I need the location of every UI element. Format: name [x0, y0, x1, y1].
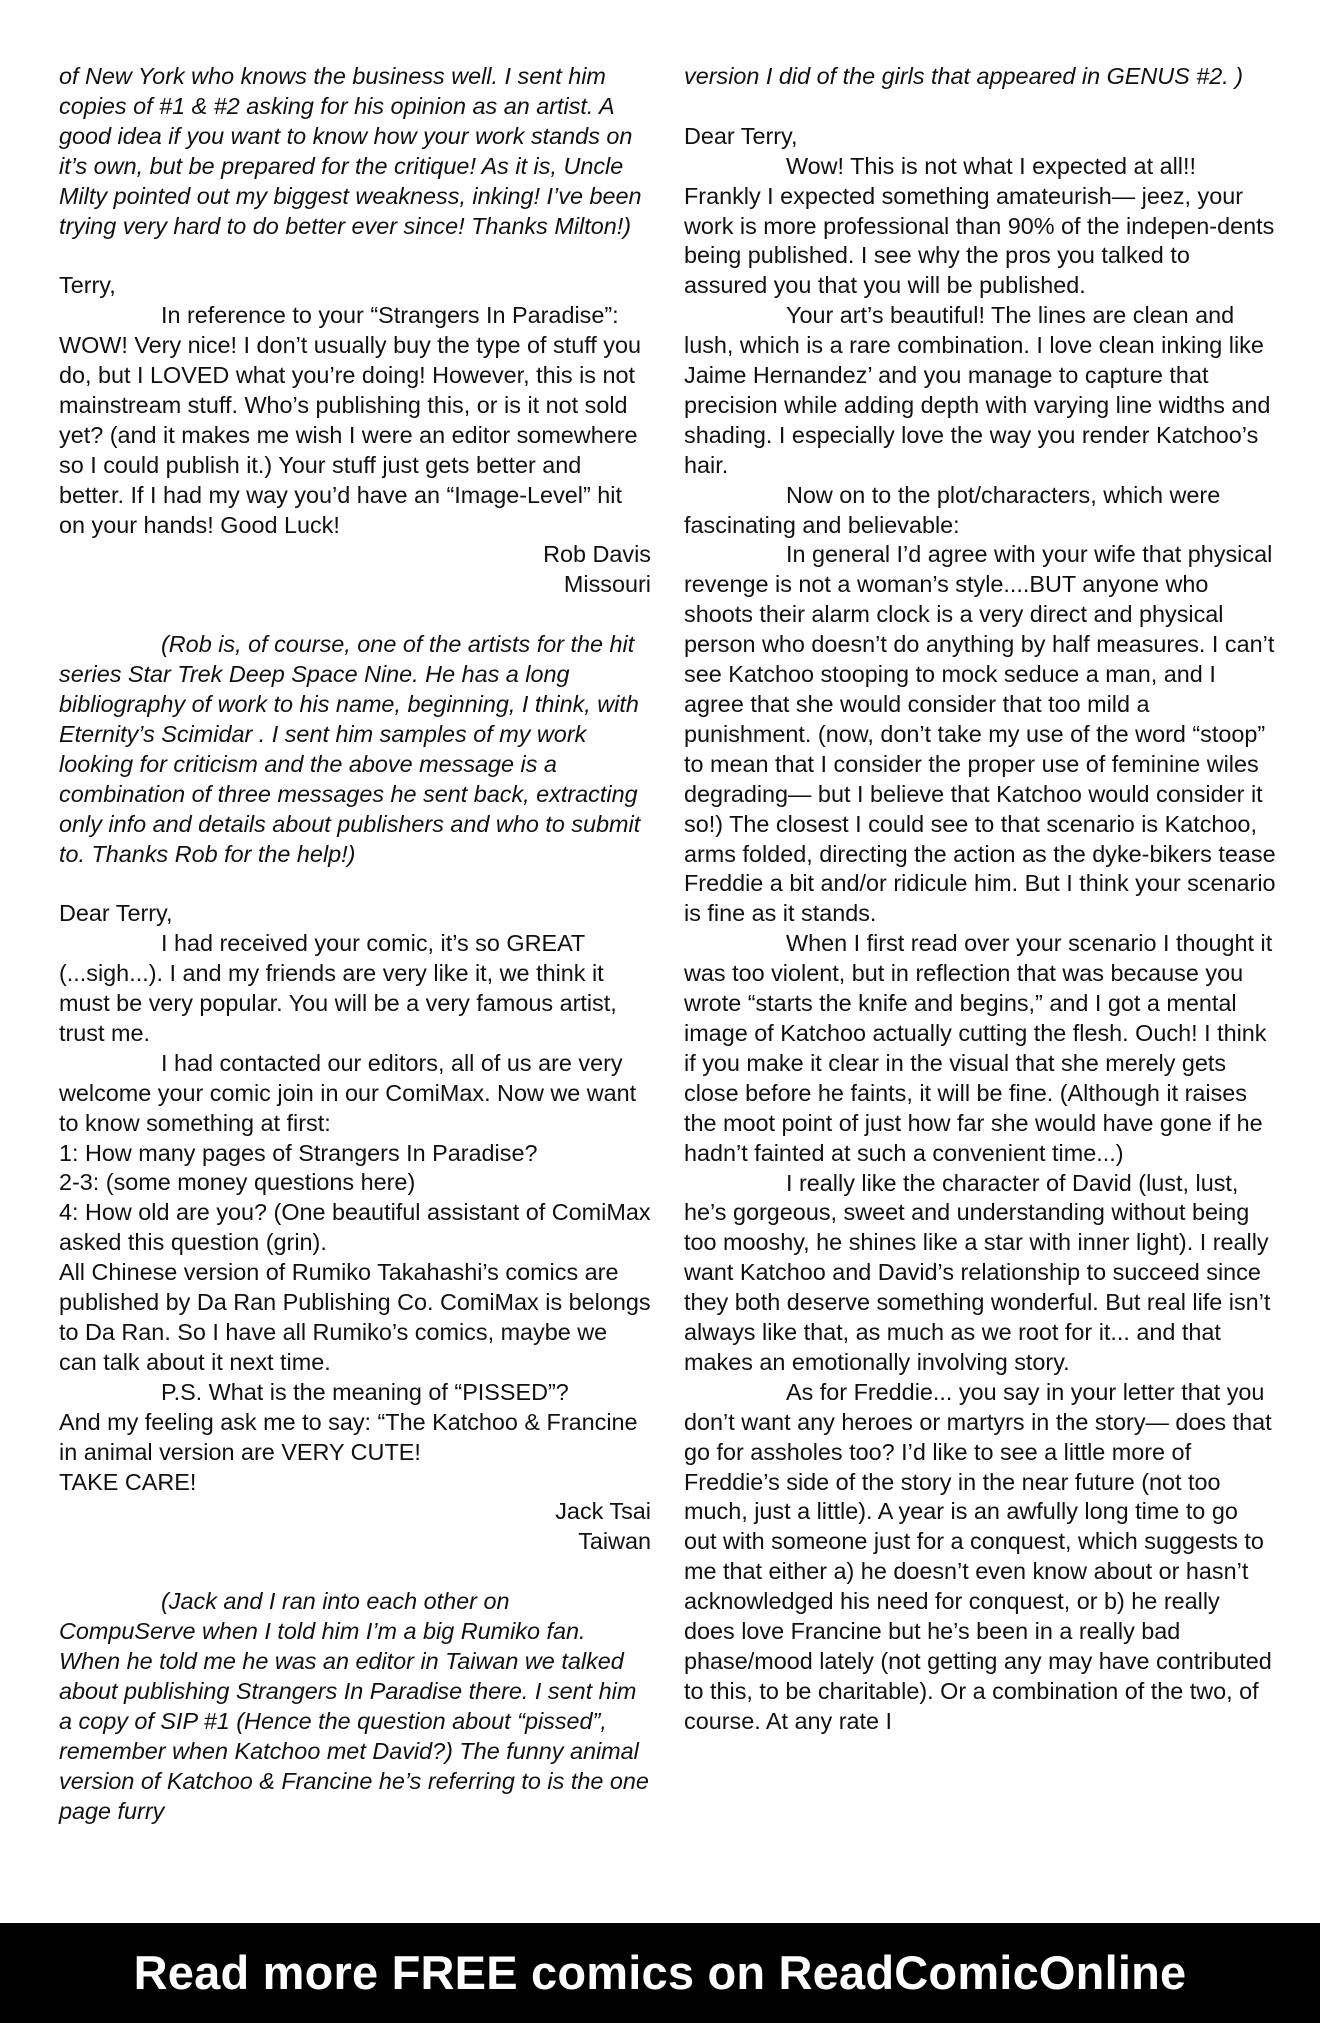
letter-body: Your art’s beautiful! The lines are clean and lush, which is a rare combination. I love clean inking like Jaime Hernandez’ and you manage to capture that precision while adding depth with varying line widths and shading. I especially love the way you render Katchoo’s hair.: [684, 302, 1271, 478]
signature-place: Taiwan: [578, 1528, 651, 1555]
letter-postscript: P.S. What is the meaning of “PISSED”?: [161, 1378, 569, 1405]
signature-place: Missouri: [563, 571, 651, 598]
letter-body: Now on to the plot/characters, which were fascinating and believable:: [684, 481, 1221, 538]
letter-body: In reference to your “Strangers In Paradise”: WOW! Very nice! I don’t usually buy the type of stuff you do, but I LOVED what you’re doing! However, this is not mainstream stuff. Who’s publishing this, or is it not sold yet? (and it makes me wish I were an editor somewhere so I could publish it.) Your stuff just gets better and better. If I had my way you’d have an “Image-Level” hit on your hands! Good Luck!: [59, 302, 642, 538]
letter-body: Wow! This is not what I expected at all!! Frankly I expected something amateurish— jeez, your work is more professional than 90% of the indepen-dents being published. I see why the pros you talked to assured you that you will be published.: [684, 152, 1275, 299]
editor-note-jack: (Jack and I ran into each other on CompuServe when I told him I’m a big Rumiko fan. When he told me he was an editor in Taiwan we talked about publishing Strangers In Paradise there. I sent him a copy of SIP #1 (Hence the question about “pissed”, remember when Katchoo met David?) The funny animal version of Katchoo & Francine he’s referring to is the one page furry: [59, 1588, 649, 1824]
letter-body: And my feeling ask me to say: “The Katchoo & Francine in animal version are VERY CUTE!: [59, 1408, 638, 1465]
letter-closing: TAKE CARE!: [59, 1468, 197, 1495]
editor-note-continued: version I did of the girls that appeared in GENUS #2. ): [684, 63, 1244, 89]
letter-salutation: Dear Terry,: [59, 900, 173, 927]
right-column: [684, 62, 1276, 1737]
question-item: 4: How old are you? (One beautiful assistant of ComiMax asked this question (grin).: [59, 1199, 651, 1256]
question-item: 2-3: (some money questions here): [59, 1169, 416, 1196]
letter-body: As for Freddie... you say in your letter that you don’t want any heroes or martyrs in the story— does that go for assholes too? I’d like to see a little more of Freddie’s side of the story in the near future (not too much, just a little). A year is an awfully long time to go out with someone just for a conquest, which suggests to me that either a) he doesn’t even know about or hasn’t acknowledged his need for conquest, or b) he really does love Francine but he’s been in a really bad phase/mood lately (not getting any may have contributed to this, to be charitable). Or a combination of the two, of course. At any rate I: [684, 1378, 1272, 1734]
question-item: 1: How many pages of Strangers In Paradise?: [59, 1139, 538, 1166]
letter-salutation: Terry,: [59, 272, 116, 299]
editor-note-milton: of New York who knows the business well. I sent him copies of #1 & #2 asking for his opinion as an artist. A good idea if you want to know how your work stands on it’s own, but be prepared for the critique! As it is, Uncle Milty pointed out my biggest weakness, inking! I’ve been trying very hard to do better ever since! Thanks Milton!): [59, 63, 642, 239]
editor-note-rob: (Rob is, of course, one of the artists for the hit series Star Trek Deep Space Nine. He has a long bibliography of work to his name, beginning, I think, with Eternity’s Scimidar . I sent him samples of my work looking for criticism and the above message is a combination of three messages he sent back, extracting only info and details about publishers and who to submit to. Thanks Rob for the help!): [59, 631, 641, 867]
signature-name: Jack Tsai: [555, 1498, 651, 1525]
letter-body: I had contacted our editors, all of us are very welcome your comic join in our ComiMax. Now we want to know something at first:: [59, 1049, 637, 1136]
letter-salutation: Dear Terry,: [684, 122, 798, 149]
letter-body: I really like the character of David (lust, lust, he’s gorgeous, sweet and understanding without being too mooshy, he shines like a star with inner light). I really want Katchoo and David’s relationship to succeed since they both deserve something wonderful. But real life isn’t always like that, as much as we root for it... and that makes an emotionally involving story.: [684, 1169, 1271, 1375]
promo-banner[interactable]: Read more FREE comics on ReadComicOnline: [0, 1923, 1320, 2023]
letter-body: All Chinese version of Rumiko Takahashi’s comics are published by Da Ran Publishing Co. ComiMax is belongs to Da Ran. So I have all Rumiko’s comics, maybe we can talk about it next time.: [59, 1259, 651, 1375]
left-column: [59, 62, 651, 1826]
letter-body: When I first read over your scenario I thought it was too violent, but in reflection that was because you wrote “starts the knife and begins,” and I got a mental image of Katchoo actually cutting the flesh. Ouch! I think if you make it clear in the visual that she merely gets close before he faints, it will be fine. (Although it raises the moot point of just how far she would have gone if he hadn’t fainted at such a convenient time...): [684, 930, 1273, 1166]
letter-body: I had received your comic, it’s so GREAT (...sigh...). I and my friends are very like it, we think it must be very popular. You will be a very famous artist, trust me.: [59, 930, 617, 1046]
signature-name: Rob Davis: [543, 541, 651, 568]
letter-body: In general I’d agree with your wife that physical revenge is not a woman’s style....BUT anyone who shoots their alarm clock is a very direct and physical person who doesn’t do anything by half measures. I can’t see Katchoo stooping to mock seduce a man, and I agree that she would consider that too mild a punishment. (now, don’t take my use of the word “stoop” to mean that I consider the proper use of feminine wiles degrading— but I believe that Katchoo would consider it so!) The closest I could see to that scenario is Katchoo, arms folded, directing the action as the dyke-bikers tease Freddie a bit and/or ridicule him. But I think your scenario is fine as it stands.: [684, 541, 1276, 927]
